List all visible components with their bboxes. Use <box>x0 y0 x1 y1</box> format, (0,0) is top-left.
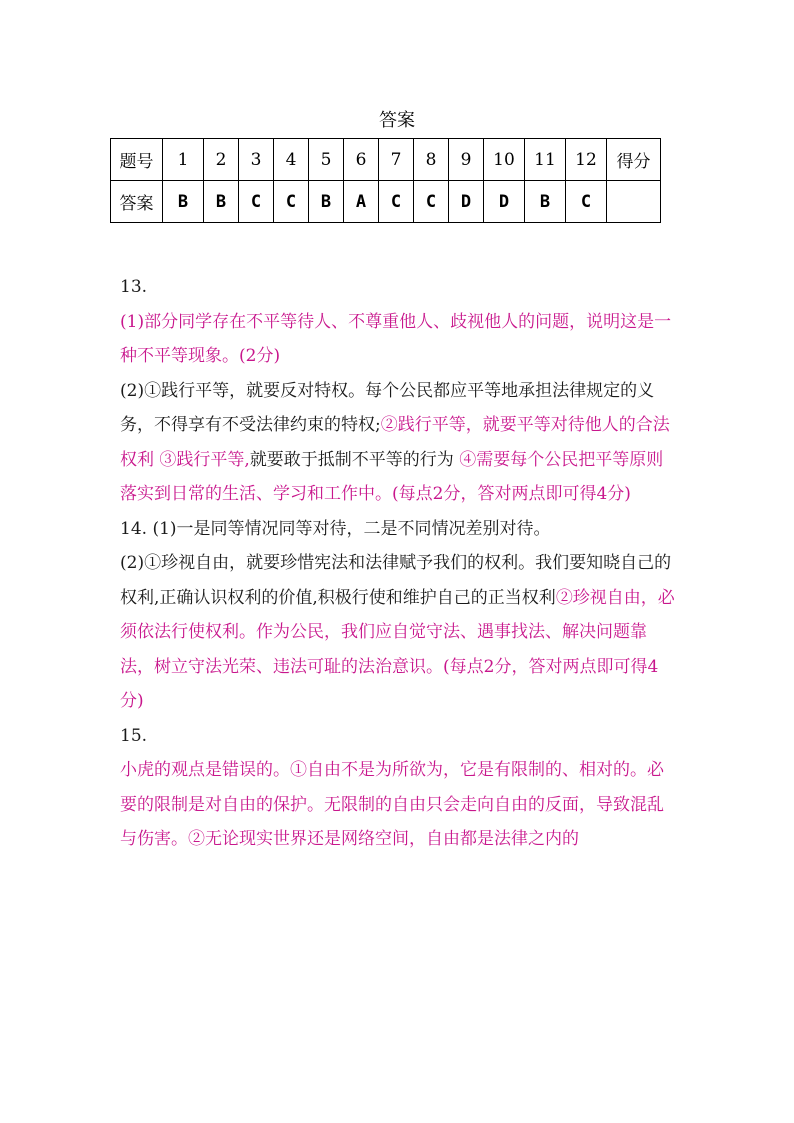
answer-cell: C <box>379 181 414 223</box>
answer-cell: C <box>274 181 309 223</box>
q13-part2-point4: ④需要每个公民把平等原则落实到日常的生活、学习和工作中。(每点2分，答对两点即可得4分) <box>120 449 664 504</box>
q13-label: 13. <box>120 277 148 297</box>
answer-cell: A <box>344 181 379 223</box>
row-header-number: 题号 <box>111 139 163 181</box>
answer-explanations <box>120 270 680 857</box>
question-number: 12 <box>566 139 607 181</box>
answer-cell: B <box>309 181 344 223</box>
answer-cell: C <box>414 181 449 223</box>
answer-table <box>110 138 661 223</box>
answer-cell: D <box>484 181 525 223</box>
q14-part2-point2: ②珍视自由，必须依法行使权利。作为公民，我们应自觉守法、遇事找法、解决问题靠法，树立守法光荣、违法可耻的法治意识。(每点2分，答对两点即可得4分) <box>120 587 675 711</box>
row-header-answer: 答案 <box>111 181 163 223</box>
q15-label: 15. <box>120 725 148 746</box>
answer-cell: C <box>239 181 274 223</box>
answer-cell: B <box>204 181 239 223</box>
q13-part1: (1)部分同学存在不平等待人、不尊重他人、歧视他人的问题，说明这是一种不平等现象。(2分) <box>120 311 672 366</box>
answer-cell: B <box>525 181 566 223</box>
question-number: 10 <box>484 139 525 181</box>
question-number: 1 <box>163 139 204 181</box>
answer-cell: D <box>449 181 484 223</box>
score-header: 得分 <box>607 139 661 181</box>
q13-part2-point3: 就要敢于抵制不平等的行为 <box>249 449 454 470</box>
q13-part2-point2: ②践行平等，就要平等对待他人的合法权利 <box>120 415 670 470</box>
question-number: 4 <box>274 139 309 181</box>
question-number: 9 <box>449 139 484 181</box>
q14-part2-point1: (2)①珍视自由，就要珍惜宪法和法律赋予我们的权利。我们要知晓自己的权利,正确认识权利的价值,积极行使和维护自己的正当权利 <box>120 553 672 608</box>
q13-part2-point3-lead: ③践行平等, <box>159 449 250 470</box>
answer-cell: C <box>566 181 607 223</box>
question-number: 3 <box>239 139 274 181</box>
score-value <box>607 181 661 223</box>
table-row <box>111 181 661 223</box>
answer-cell: B <box>163 181 204 223</box>
q15-part1: 小虎的观点是错误的。①自由不是为所欲为，它是有限制的、相对的。必要的限制是对自由的保护。无限制的自由只会走向自由的反面，导致混乱与伤害。②无论现实世界还是网络空间，自由都是法律之内的 <box>120 760 664 849</box>
question-number: 11 <box>525 139 566 181</box>
q13-part2-point1: (2)①践行平等，就要反对特权。每个公民都应平等地承担法律规定的义务，不得享有不受法律约束的特权; <box>120 380 655 435</box>
question-number: 2 <box>204 139 239 181</box>
question-number: 5 <box>309 139 344 181</box>
q13-part2 <box>120 374 680 512</box>
q14-part1: 14. (1)一是同等情况同等对待，二是不同情况差别对待。 <box>120 518 551 539</box>
question-number: 7 <box>379 139 414 181</box>
question-number: 6 <box>344 139 379 181</box>
question-number: 8 <box>414 139 449 181</box>
table-row <box>111 139 661 181</box>
q14-part2 <box>120 546 680 719</box>
page-title: 答案 <box>379 110 415 131</box>
